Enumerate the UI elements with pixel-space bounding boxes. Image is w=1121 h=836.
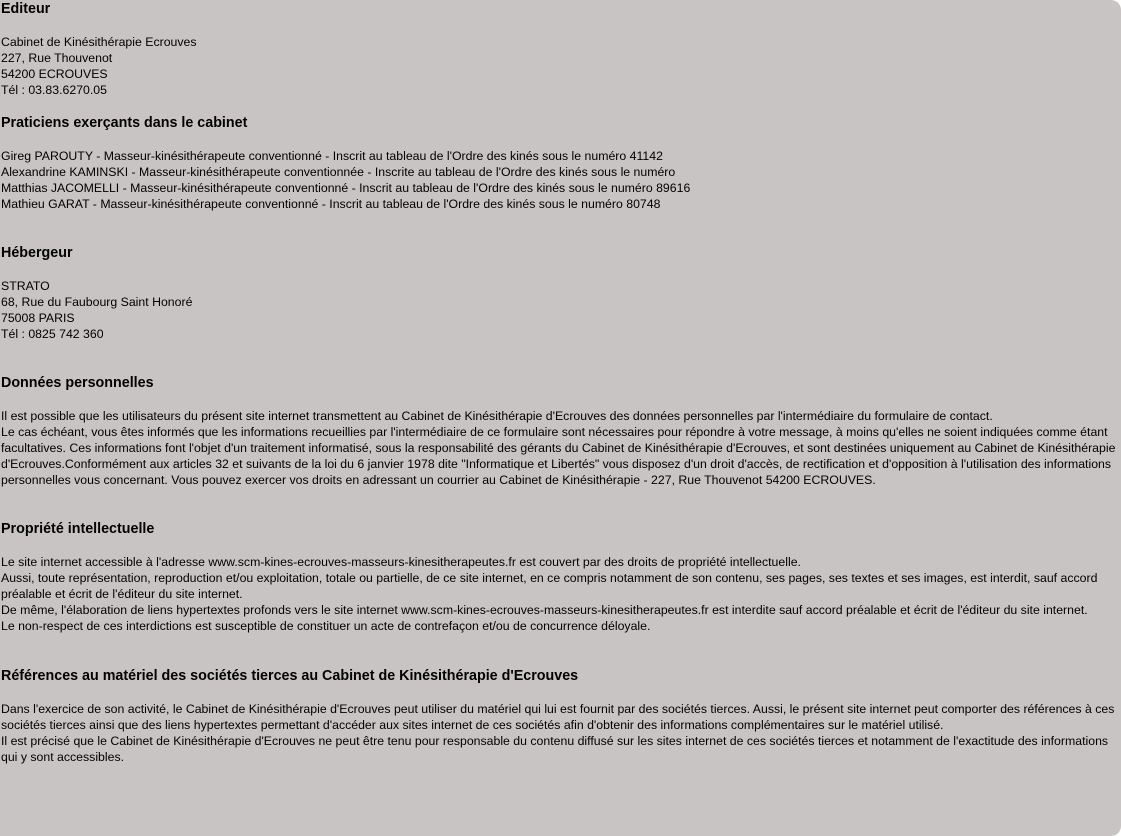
references-heading: Références au matériel des sociétés tierces au Cabinet de Kinésithérapie d'Ecrouves bbox=[1, 668, 579, 684]
editeur-line: 54200 ECROUVES bbox=[1, 67, 108, 81]
propriete-paragraph: Le site internet accessible à l'adresse www.scm-kines-ecrouves-masseurs-kinesitherapeutes.fr est couvert par des droits de propriété intellectuelle. bbox=[1, 555, 801, 569]
editeur-line: Cabinet de Kinésithérapie Ecrouves bbox=[1, 35, 197, 49]
donnees-heading: Données personnelles bbox=[1, 375, 154, 391]
praticiens-heading: Praticiens exerçants dans le cabinet bbox=[1, 115, 248, 131]
references-paragraph: Il est précisé que le Cabinet de Kinésithérapie d'Ecrouves ne peut être tenu pour responsable du contenu diffusé sur les sites internet de ces sociétés tierces et notamment de l'exactitude des informations qui y sont accessibles. bbox=[1, 734, 1109, 764]
donnees-paragraph: Le cas échéant, vous êtes informés que les informations recueillies par l'intermédiaire de ce formulaire sont nécessaires pour répondre à votre message, à moins qu'elles ne soient indiquées comme étant facultatives. Ces informations font l'objet d'un traitement informatisé, sous la responsabilité des gérants du Cabinet de Kinésithérapie d'Ecrouves, et sont destinées uniquement au Cabinet de Kinésithérapie d'Ecrouves.Conformément aux articles 32 et suivants de la loi du 6 janvier 1978 dite "Informatique et Libertés" vous disposez d'un droit d'accès, de rectification et d'opposition à l'utilisation des informations personnelles vous concernant. Vous pouvez exercer vos droits en adressant un courrier au Cabinet de Kinésithérapie - 227, Rue Thouvenot 54200 ECROUVES. bbox=[1, 425, 1116, 487]
propriete-text bbox=[1, 554, 1117, 634]
references-paragraph: Dans l'exercice de son activité, le Cabinet de Kinésithérapie d'Ecrouves peut utiliser du matériel qui lui est fournit par des sociétés tierces. Aussi, le présent site internet peut comporter des références à ces sociétés tierces ainsi que des liens hypertextes permettant d'accéder aux sites internet de ces sociétés afin d'obtenir des informations complémentaires sur le matériel utilisé. bbox=[1, 702, 1115, 732]
references-text bbox=[1, 701, 1117, 765]
hebergeur-line: 75008 PARIS bbox=[1, 311, 75, 325]
hebergeur-line: STRATO bbox=[1, 279, 50, 293]
donnees-text bbox=[1, 408, 1117, 488]
editeur-line: Tél : 03.83.6270.05 bbox=[1, 83, 107, 97]
propriete-paragraph: De même, l'élaboration de liens hypertextes profonds vers le site internet www.scm-kines-ecrouves-masseurs-kinesitherapeutes.fr est interdite sauf accord préalable et écrit de l'éditeur du site internet. bbox=[1, 603, 1088, 617]
praticien-line: Gireg PAROUTY - Masseur-kinésithérapeute conventionné - Inscrit au tableau de l'Ordre des kinés sous le numéro 41142 bbox=[1, 149, 663, 163]
praticiens-list bbox=[1, 148, 1117, 212]
propriete-paragraph: Le non-respect de ces interdictions est susceptible de constituer un acte de contrefaçon et/ou de concurrence déloyale. bbox=[1, 619, 651, 633]
editeur-heading: Editeur bbox=[1, 1, 51, 17]
praticien-line: Mathieu GARAT - Masseur-kinésithérapeute conventionné - Inscrit au tableau de l'Ordre des kinés sous le numéro 80748 bbox=[1, 197, 661, 211]
editeur-line: 227, Rue Thouvenot bbox=[1, 51, 113, 65]
praticien-line: Matthias JACOMELLI - Masseur-kinésithérapeute conventionné - Inscrit au tableau de l'Ordre des kinés sous le numéro 89616 bbox=[1, 181, 691, 195]
hebergeur-line: Tél : 0825 742 360 bbox=[1, 327, 104, 341]
editeur-address bbox=[1, 34, 1117, 98]
propriete-heading: Propriété intellectuelle bbox=[1, 521, 155, 537]
praticien-line: Alexandrine KAMINSKI - Masseur-kinésithérapeute conventionnée - Inscrite au tableau de l'Ordre des kinés sous le numéro bbox=[1, 165, 676, 179]
donnees-paragraph: Il est possible que les utilisateurs du présent site internet transmettent au Cabinet de Kinésithérapie d'Ecrouves des données personnelles par l'intermédiaire du formulaire de contact. bbox=[1, 409, 993, 423]
propriete-paragraph: Aussi, toute représentation, reproduction et/ou exploitation, totale ou partielle, de ce site internet, en ce compris notamment de son contenu, ses pages, ses textes et ses images, est interdit, sauf accord préalable et écrit de l'éditeur du site internet. bbox=[1, 571, 1098, 601]
hebergeur-address bbox=[1, 278, 1117, 342]
hebergeur-heading: Hébergeur bbox=[1, 245, 73, 261]
hebergeur-line: 68, Rue du Faubourg Saint Honoré bbox=[1, 295, 193, 309]
